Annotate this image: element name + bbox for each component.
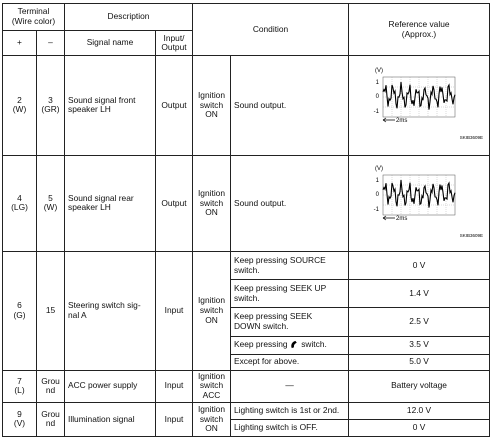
minus-terminal: 15 [37,252,65,371]
minus-terminal: Grou nd [37,370,65,402]
y-tick-label: -1 [373,109,380,116]
description-header: Description [65,4,193,31]
reference-value: 12.0 V [349,402,490,419]
signal-name-header: Signal name [65,31,156,56]
y-tick-label: 1 [375,80,380,87]
waveform-cell [349,56,490,155]
condition-header: Condition [193,4,349,56]
signal-name: Sound signal rear speaker LH [65,155,156,251]
table-row [3,402,490,419]
time-scale-arrow [383,216,395,220]
reference-value: 2.5 V [349,308,490,336]
condition-text: Keep pressing SEEK DOWN switch. [231,308,349,336]
plus-terminal: 6 (G) [3,252,37,371]
minus-terminal: Grou nd [37,402,65,436]
condition-text: — [231,370,349,402]
waveform-cell [349,155,490,251]
figure-code: SKIB3609E [459,233,484,239]
ignition-state: Ignition switch ON [193,402,231,436]
terminal-header: Terminal (Wire color) [3,4,65,31]
table-row [3,370,490,402]
condition-suffix: switch. [301,339,327,350]
input-output-header: Input/ Output [156,31,193,56]
reference-value: 0 V [349,252,490,280]
ignition-state: Ignition switch ON [193,155,231,251]
plus-terminal: 4 (LG) [3,155,37,251]
io-type: Input [156,370,193,402]
reference-header: Reference value (Approx.) [349,4,490,56]
plus-header: + [3,31,37,56]
io-type: Output [156,155,193,251]
time-scale-arrow [383,118,395,122]
condition-text: Keep pressing SEEK UP switch. [231,280,349,308]
condition-text: Keep pressing SOURCE switch. [231,252,349,280]
phone-handset-icon [290,340,299,349]
io-type: Output [156,56,193,155]
signal-name: Sound signal front speaker LH [65,56,156,155]
reference-value: 1.4 V [349,280,490,308]
volt-unit-label: (V) [375,166,384,173]
signal-name: Steering switch sig- nal A [65,252,156,371]
condition-text: Sound output. [231,56,349,155]
reference-value: Battery voltage [349,370,490,402]
signal-name: ACC power supply [65,370,156,402]
waveform-plot [353,161,485,243]
condition-text: Except for above. [231,354,349,370]
table-row [3,252,490,280]
minus-header: – [37,31,65,56]
ignition-state: Ignition switch ON [193,56,231,155]
condition-text: Sound output. [231,155,349,251]
plus-terminal: 7 (L) [3,370,37,402]
y-tick-label: 1 [375,178,380,185]
minus-terminal: 5 (W) [37,155,65,251]
time-scale-label: 2ms [396,216,408,223]
io-type: Input [156,252,193,371]
condition-text: Lighting switch is 1st or 2nd. [231,402,349,419]
condition-prefix: Keep pressing [234,339,288,350]
terminal-spec-table [2,3,490,437]
condition-text: Lighting switch is OFF. [231,419,349,436]
reference-value: 5.0 V [349,354,490,370]
minus-terminal: 3 (GR) [37,56,65,155]
volt-unit-label: (V) [375,68,384,75]
table-row [3,155,490,251]
io-type: Input [156,402,193,436]
ignition-state: Ignition switch ON [193,252,231,371]
figure-code: SKIB3609E [459,135,484,141]
y-tick-label: -1 [373,207,380,214]
y-tick-label: 0 [375,94,380,101]
ignition-state: Ignition switch ACC [193,370,231,402]
y-tick-label: 0 [375,192,380,199]
waveform-plot [353,63,485,145]
reference-value: 3.5 V [349,336,490,354]
table-row [3,56,490,155]
signal-name: Illumination signal [65,402,156,436]
plus-terminal: 2 (W) [3,56,37,155]
plus-terminal: 9 (V) [3,402,37,436]
condition-text [231,336,349,354]
reference-value: 0 V [349,419,490,436]
time-scale-label: 2ms [396,118,408,125]
